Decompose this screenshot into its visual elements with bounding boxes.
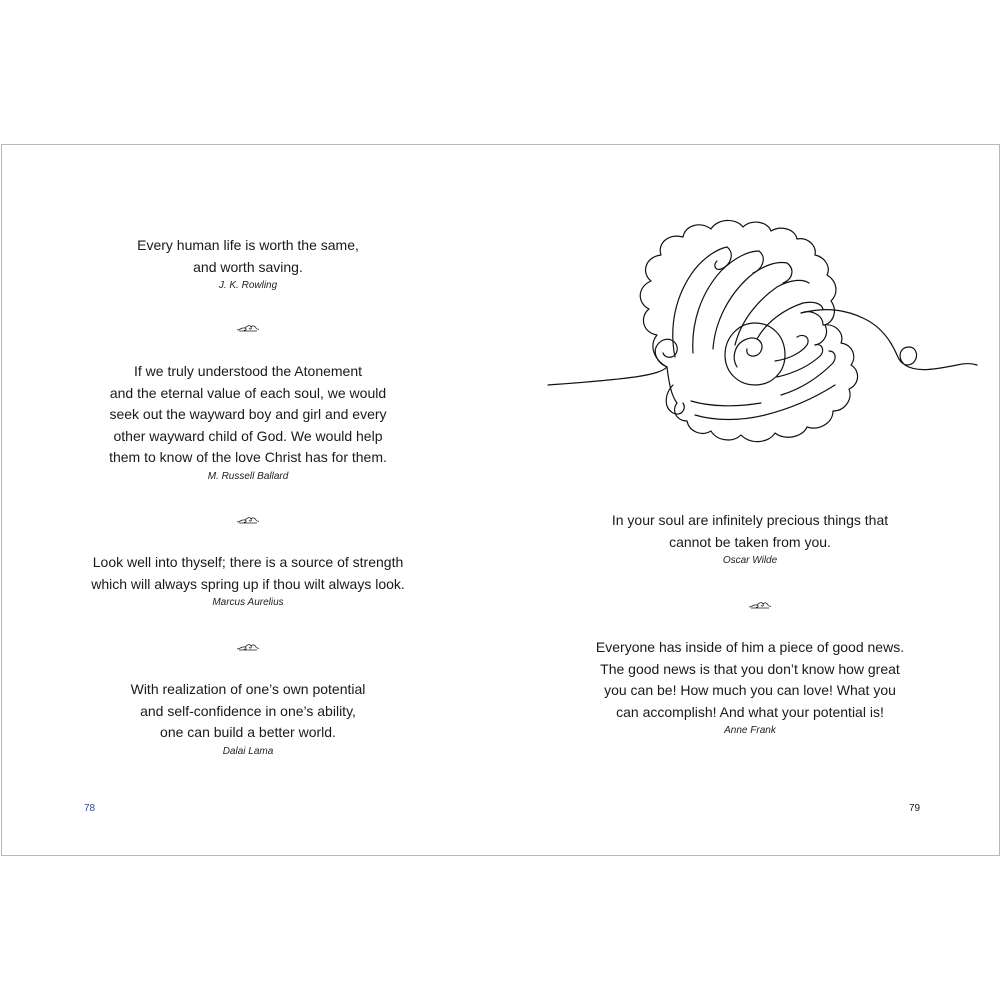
quote-author: Dalai Lama <box>222 745 274 757</box>
quote-wilde <box>550 510 950 568</box>
quote-text: Everyone has inside of him a piece of good news. The good news is that you don’t know how great you can be! How much you can love! What you can accomplish! And what your potential is! <box>595 639 905 720</box>
flourish-divider-icon <box>236 642 260 652</box>
quote-author: J. K. Rowling <box>218 280 278 291</box>
quote-text: Look well into thyself; there is a source of strength which will always spring up if thou wilt always look. <box>91 554 405 592</box>
flourish-divider-icon <box>748 600 772 610</box>
quote-text: Every human life is worth the same, and worth saving. <box>137 237 359 275</box>
quote-author: Marcus Aurelius <box>212 597 284 608</box>
quote-text: If we truly understood the Atonement and the eternal value of each soul, we would seek out the wayward boy and girl and every other wayward child of God. We would help them to know of the love Christ has for them. <box>109 363 387 465</box>
pearl-oyster-illustration <box>545 217 979 467</box>
quote-author: Oscar Wilde <box>722 555 778 566</box>
quote-text: With realization of one’s own potential and self-confidence in one’s ability, one can build a better world. <box>130 681 366 740</box>
flourish-divider-icon <box>236 323 260 333</box>
quote-ballard <box>48 361 448 484</box>
page-number-right: 79 <box>909 803 921 814</box>
quote-rowling <box>48 235 448 293</box>
right-page <box>500 145 999 855</box>
quote-text: In your soul are infinitely precious things that cannot be taken from you. <box>611 512 889 550</box>
flourish-divider-icon <box>236 515 260 525</box>
left-page <box>2 145 500 855</box>
quote-frank <box>550 637 950 738</box>
book-spread <box>1 144 1000 856</box>
quote-dalai-lama <box>48 679 448 759</box>
quote-author: M. Russell Ballard <box>207 470 289 482</box>
quote-author: Anne Frank <box>724 725 776 736</box>
quote-aurelius <box>48 552 448 610</box>
page-number-left: 78 <box>84 803 96 814</box>
